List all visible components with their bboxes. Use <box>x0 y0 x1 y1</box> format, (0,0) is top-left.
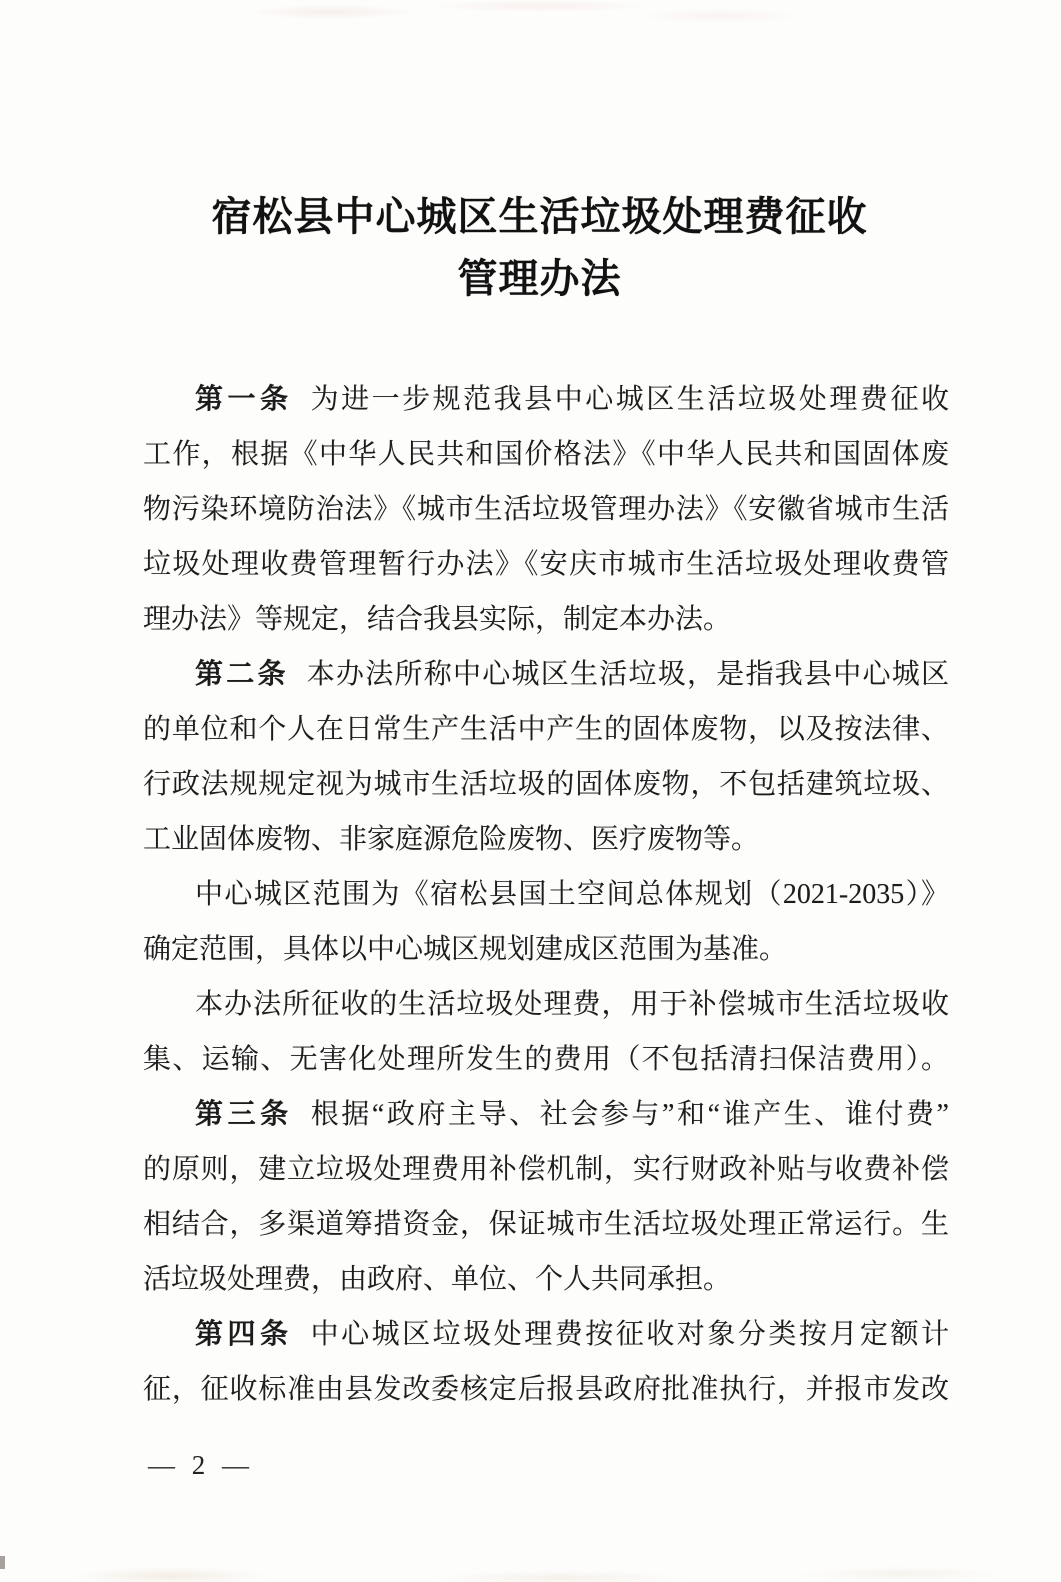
body-line <box>143 757 949 812</box>
body-line-fee-purpose-end <box>143 1032 949 1087</box>
body-line-text: 确定范围，具体以中心城区规划建成区范围为基准。 <box>143 934 788 965</box>
body-line-text: 相结合，多渠道筹措资金，保证城市生活垃圾处理正常运行。生 <box>143 1209 949 1240</box>
body-line-scope-end <box>143 922 949 977</box>
body-line <box>143 482 949 537</box>
article-3-label: 第三条 <box>195 1099 293 1130</box>
body-line-text: 物污染环境防治法》《城市生活垃圾管理办法》《安徽省城市生活 <box>143 494 949 525</box>
body-line-text: 工作，根据《中华人民共和国价格法》《中华人民共和国固体废 <box>143 439 949 470</box>
body-line-text: 的原则，建立垃圾处理费用补偿机制，实行财政补贴与收费补偿 <box>143 1154 949 1185</box>
article-2-label: 第二条 <box>195 659 289 690</box>
body-line <box>143 702 949 757</box>
body-line-text: 本办法所征收的生活垃圾处理费，用于补偿城市生活垃圾收 <box>195 989 949 1020</box>
body-line-text: 理办法》等规定，结合我县实际，制定本办法。 <box>143 604 732 635</box>
body-line-text: 为进一步规范我县中心城区生活垃圾处理费征收 <box>310 384 949 415</box>
body-line-text: 活垃圾处理费，由政府、单位、个人共同承担。 <box>143 1264 732 1295</box>
body-line-article-1-start <box>143 372 949 427</box>
document-title-line-2: 管理办法 <box>457 256 622 301</box>
body-line-text: 中心城区范围为《宿松县国土空间总体规划（2021-2035）》 <box>195 879 949 910</box>
scan-artifact-top <box>0 0 1061 48</box>
body-line-article-4-start <box>143 1307 949 1362</box>
body-line-fee-purpose-start <box>143 977 949 1032</box>
scan-artifact-bottom <box>0 1546 1061 1582</box>
body-line-article-3-start <box>143 1087 949 1142</box>
article-1-label: 第一条 <box>195 384 293 415</box>
body-line-text: 集、运输、无害化处理所发生的费用（不包括清扫保洁费用）。 <box>143 1044 949 1075</box>
article-4-label: 第四条 <box>195 1319 293 1350</box>
body-line-text: 工业固体废物、非家庭源危险废物、医疗废物等。 <box>143 824 760 855</box>
body-line <box>143 1197 949 1252</box>
body-line-scope-start <box>143 867 949 922</box>
body-line-text: 的单位和个人在日常生产生活中产生的固体废物，以及按法律、 <box>143 714 949 745</box>
page-number: — 2 — <box>148 1450 251 1480</box>
body-line <box>143 1142 949 1197</box>
body-line-article-2-end <box>143 812 949 867</box>
body-line-article-2-start <box>143 647 949 702</box>
body-line-article-1-end <box>143 592 949 647</box>
body-line-text: 垃圾处理收费管理暂行办法》《安庆市城市生活垃圾处理收费管 <box>143 549 949 580</box>
document-body <box>143 372 949 1417</box>
body-line-text: 根据“政府主导、社会参与”和“谁产生、谁付费” <box>310 1099 949 1130</box>
body-line-text: 征，征收标准由县发改委核定后报县政府批准执行，并报市发改 <box>143 1374 949 1405</box>
body-line-article-3-end <box>143 1252 949 1307</box>
scan-edge-mark <box>0 1556 5 1569</box>
body-line-article-4-continued <box>143 1362 949 1417</box>
document-title-line-1: 宿松县中心城区生活垃圾处理费征收 <box>211 194 868 239</box>
body-line <box>143 537 949 592</box>
body-line-text: 中心城区垃圾处理费按征收对象分类按月定额计 <box>310 1319 949 1350</box>
document-title <box>0 186 1061 310</box>
body-line-text: 行政法规规定视为城市生活垃圾的固体废物，不包括建筑垃圾、 <box>143 769 949 800</box>
body-line <box>143 427 949 482</box>
body-line-text: 本办法所称中心城区生活垃圾，是指我县中心城区 <box>306 659 949 690</box>
